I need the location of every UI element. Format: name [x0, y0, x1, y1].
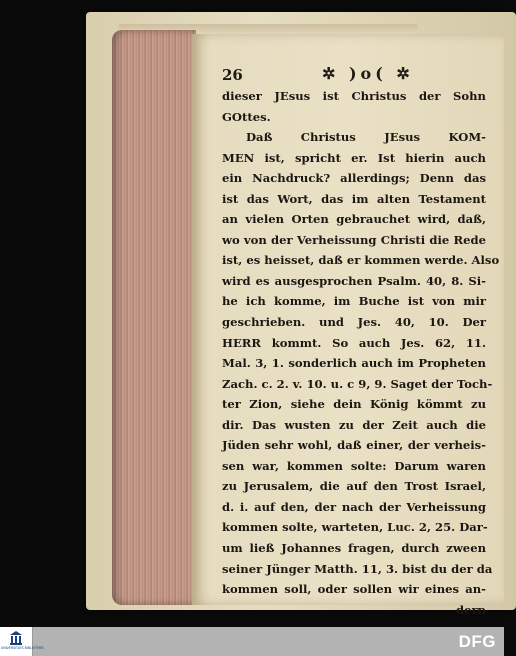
text-line: kommen solte, warteten, Luc. 2, 25. Dar- [222, 520, 488, 535]
text-line: Daß Christus JEsus KOM- [246, 130, 486, 145]
text-line: um ließ Johannes fragen, durch zween [222, 541, 486, 556]
text-line: dern [455, 602, 486, 617]
text-line: d. i. auf den, der nach der Verheissung [222, 499, 486, 514]
text-line: Mal. 3, 1. sonderlich auch im Propheten [222, 356, 486, 371]
text-line: an vielen Orten gebrauchet wird, daß, [222, 212, 486, 227]
text-line: Zach. c. 2. v. 10. u. c 9, 9. Saget der Toch- [222, 376, 493, 391]
book-page-edge [112, 30, 196, 605]
text-line: kommen soll, oder sollen wir eines an- [222, 582, 486, 597]
text-line: ein Nachdruck? allerdings; Denn das [222, 171, 486, 186]
text-line: GOttes. [222, 109, 271, 124]
text-line: wo von der Verheissung Christi die Rede [222, 232, 486, 247]
text-line: ist, es heisset, daß er kommen werde. Also [222, 253, 500, 268]
text-line: ter Zion, siehe dein König kömmt zu [222, 397, 486, 412]
text-line: dieser JEsus ist Christus der Sohn [222, 89, 486, 103]
text-line: wird es ausgesprochen Psalm. 40, 8. Si- [222, 273, 486, 288]
library-logo-icon [9, 630, 23, 646]
text-line: seiner Jünger Matth. 11, 3. bist du der da [222, 561, 493, 576]
library-logo-text: UNIVERSITÄTS BIBLIOTHEK [1, 646, 44, 650]
page-header [222, 64, 482, 86]
text-line: sen war, kommen solte: Darum waren [222, 458, 486, 473]
text-line: dir. Das wusten zu der Zeit auch die [222, 417, 486, 432]
header-ornament: ✲ )o( ✲ [322, 64, 414, 83]
text-line: zu Jerusalem, die auf den Trost Israel, [222, 479, 486, 494]
text-line: HERR kommt. So auch Jes. 62, 11. [222, 335, 486, 350]
page-body-text [222, 86, 500, 620]
text-line: ist das Wort, das im alten Testament [222, 191, 486, 206]
text-line: Jüden sehr wohl, daß einer, der verheis- [222, 438, 486, 453]
footer-bar [0, 627, 504, 656]
page-number: 26 [222, 66, 243, 84]
text-line: MEN ist, spricht er. Ist hierin auch [222, 150, 486, 165]
book-page [192, 34, 504, 617]
text-line: he ich komme, im Buche ist von mir [222, 294, 486, 309]
library-logo[interactable] [0, 627, 44, 656]
text-line: geschrieben. und Jes. 40, 10. Der [222, 315, 486, 330]
dfg-logo[interactable]: DFG [458, 632, 496, 651]
